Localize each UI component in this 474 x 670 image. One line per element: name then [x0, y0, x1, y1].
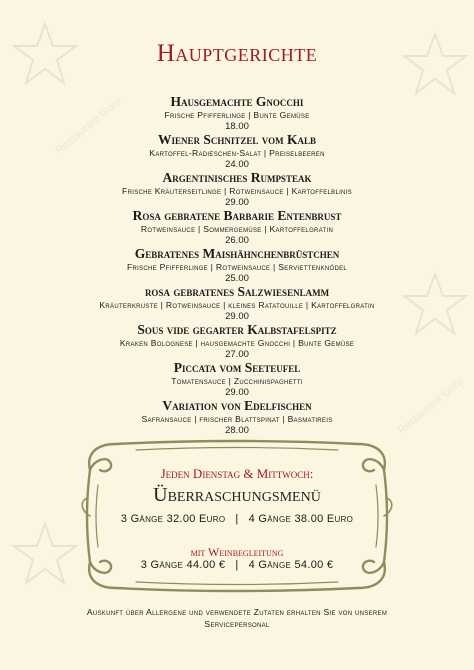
dish-description: Frische Pfifferlinge | Rotweinsauce | Serviettenknödel	[126, 262, 348, 272]
dish-item	[0, 170, 474, 208]
dish-description: Kräuterkruste | Rotweinsauce | kleines Ratatouille | Kartoffelgratin	[99, 300, 375, 310]
watermark-text: Restaurant Guru	[395, 375, 466, 437]
promo-wine-prices: 3 Gänge 44.00 € | 4 Gänge 54.00 €	[140, 559, 334, 571]
dish-item	[0, 132, 474, 170]
dish-name: Variation von Edelfischen	[162, 398, 312, 413]
dish-price: 25.00	[225, 273, 249, 284]
allergen-footnote: Auskunft über Allergene und verwendete Zutaten erhalten Sie von unserem Servicepersonal	[86, 607, 388, 629]
dish-item	[0, 322, 474, 360]
dish-list	[0, 94, 474, 436]
dish-description: Frische Pfifferlinge | Bunte Gemüse	[164, 110, 310, 120]
dish-description: Rotweinsauce | Sommergemüse | Kartoffelgratin	[140, 224, 334, 234]
dish-description: Frische Kräuterseitlinge | Rotweinsauce | Kartoffelblinis	[122, 186, 352, 196]
dish-description: Safransauce | frischer Blattspinat | Basmatireis	[141, 414, 333, 424]
promo-course-prices: 3 Gänge 32.00 Euro | 4 Gänge 38.00 Euro	[120, 513, 354, 525]
dish-name: Wiener Schnitzel vom Kalb	[158, 132, 316, 147]
dish-item	[0, 94, 474, 132]
dish-name: Hausgemachte Gnocchi	[170, 94, 304, 109]
dish-description: Kartoffel-Radieschen-Salat | Preiselbeeren	[149, 148, 325, 158]
dish-price: 29.00	[225, 197, 249, 208]
dish-item	[0, 360, 474, 398]
dish-price: 24.00	[225, 159, 249, 170]
dish-description: Tomatensauce | Zucchinispaghetti	[171, 376, 303, 386]
dish-price: 26.00	[225, 235, 249, 246]
restaurant-guru-watermark-icon	[10, 520, 80, 590]
dish-name: Gebratenes Maishähnchenbrüstchen	[134, 246, 340, 261]
dish-item	[0, 208, 474, 246]
dish-price: 28.00	[225, 425, 249, 436]
dish-name: Piccata vom Seeteufel	[173, 360, 301, 375]
dish-name: Rosa gebratene Barbarie Entenbrust	[132, 208, 342, 223]
dish-item	[0, 284, 474, 322]
dish-price: 27.00	[225, 349, 249, 360]
dish-name: rosa gebratenes Salzwiesenlamm	[144, 284, 330, 299]
dish-price: 29.00	[225, 311, 249, 322]
dish-item	[0, 246, 474, 284]
promo-heading: Jeden Dienstag & Mittwoch:	[160, 466, 314, 481]
dish-name: Argentinisches Rumpsteak	[162, 170, 312, 185]
dish-price: 18.00	[225, 121, 249, 132]
dish-price: 29.00	[225, 387, 249, 398]
promo-title: Überraschungsmenü	[153, 484, 321, 506]
watermark-text: Restaurant Guru	[53, 95, 124, 157]
dish-name: Sous vide gegarter Kalbstafelspitz	[137, 322, 337, 337]
page-title: Hauptgerichte	[156, 40, 318, 67]
dish-description: Kraken Bolognese | hausgemachte Gnocchi | Bunte Gemüse	[119, 338, 355, 348]
promo-wine-heading: mit Weinbegleitung	[190, 545, 284, 559]
